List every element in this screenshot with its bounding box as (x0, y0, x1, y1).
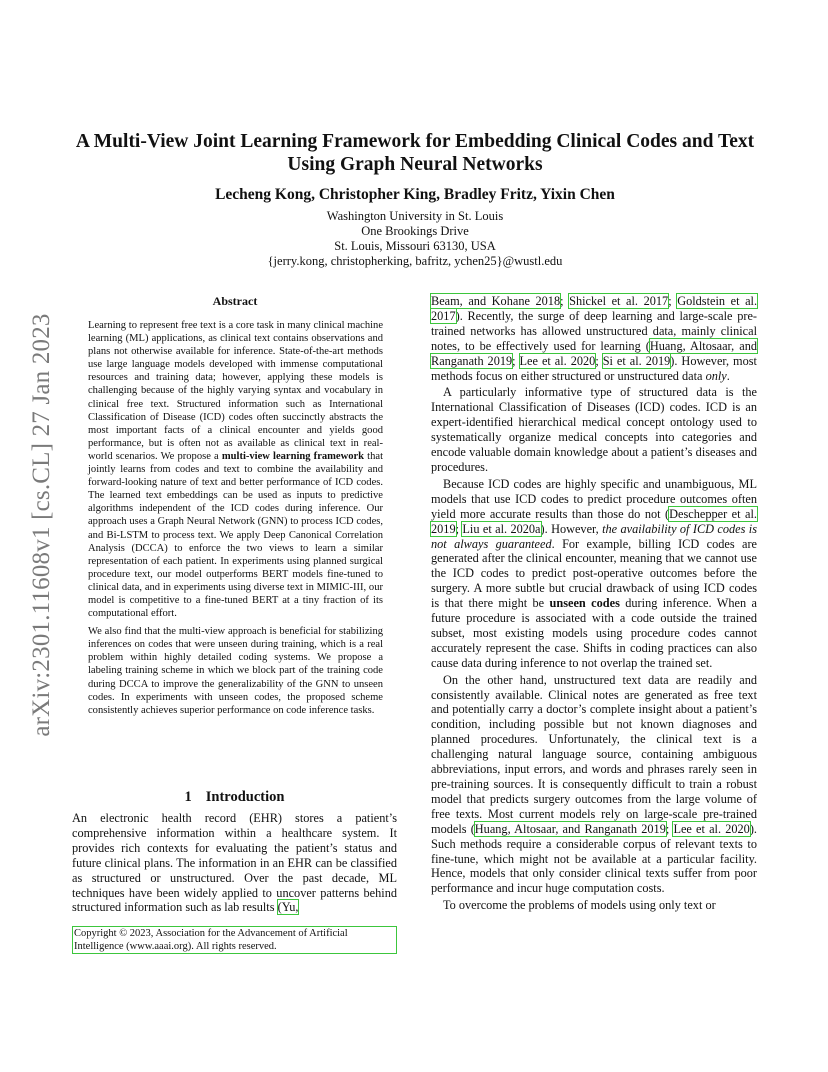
affiliation-email: {jerry.kong, christopherking, bafritz, ychen25}@wustl.edu (267, 254, 563, 268)
body-paragraph: To overcome the problems of models using only text or (443, 898, 716, 913)
section-title: Introduction (205, 789, 285, 805)
body-paragraph (431, 294, 757, 383)
body-text: during inference. When a future procedure is associated with a code outside the trained subset, most existing models using procedure codes cannot accurately represent the case. Shifts in coding practices can also cause data during inference to not overlap the trained set. (431, 596, 757, 670)
citation-link[interactable]: Shickel et al. 2017 (569, 294, 669, 308)
body-text: On the other hand, unstructured text data are readily and consistently available. Clinical notes are generated as free text and potentially carry a doctor’s complete insight about a patient’s condition, including possible but not known diagnoses and planned procedures. Unfortunately, the clinical text is a challenging natural language source, containing ambiguous abbreviations, input errors, and words and phrases rarely seen in pre-training sources. It is consequently difficult to train a robust model that predicts surgery outcomes from the large volume of free texts. Most current models rely on large-scale pre-trained models ( (431, 672, 757, 836)
right-column (431, 294, 757, 915)
separator: ; (455, 521, 463, 536)
italic-term: only (705, 368, 727, 383)
body-text: . (726, 368, 730, 383)
abstract-bold-term: multi-view learning framework (221, 450, 365, 462)
affiliation-block (60, 209, 770, 269)
separator: ; (668, 294, 678, 308)
affiliation-line: One Brookings Drive (361, 224, 469, 238)
abstract-text: Learning to represent free text is a core task in many clinical machine learning (ML) applications, as clinical text contains observations and plans not otherwise available for inference. State-of-the-art methods use large language models developed with immense computational resources and training data; however, applying these models is challenging because of the highly varying syntax and vocabulary in clinical free text. Structured information such as International Classification of Disease (ICD) codes often succinctly abstracts the most important facts of a clinical encounter and yields good performance, but is often not as available as clinical text in real-world scenarios. We propose a (88, 320, 383, 462)
section-number: 1 (184, 789, 192, 805)
abstract-paragraph (88, 319, 383, 620)
section-heading-introduction (72, 789, 397, 806)
separator: ; (595, 353, 603, 368)
italic-statement: the availability of ICD codes is not always guaranteed (431, 521, 757, 551)
affiliation-line: St. Louis, Missouri 63130, USA (334, 239, 496, 253)
separator: ; (512, 353, 520, 368)
body-text: ). Recently, the surge of deep learning and large-scale pre-trained networks has allowed unstructured data, mainly clinical notes, to be effectively used for learning ( (431, 308, 757, 353)
citation-link[interactable]: Lee et al. 2020 (673, 821, 750, 836)
copyright-footnote[interactable]: Copyright © 2023, Association for the Advancement of Artificial Intelligence (www.aaai.org). All rights reserved. (72, 926, 397, 954)
body-text: ). Such methods require a considerable corpus of relevant texts to fine-tune, which might not be available at a particular facility. Hence, models that only consider clinical texts suffer from poor performance and incur huge computation costs. (431, 821, 757, 896)
citation-link[interactable]: Liu et al. 2020a (462, 521, 541, 536)
citation-link[interactable]: Huang, Altosaar, and Ranganath 2019 (474, 821, 666, 836)
bold-term: unseen codes (549, 596, 620, 611)
citation-link[interactable]: Huang, Altosaar, and Ranganath 2019 (431, 338, 757, 368)
citation-link[interactable]: Goldstein et al. 2017 (431, 294, 758, 323)
intro-text: An electronic health record (EHR) stores a patient’s comprehensive information within a healthcare system. It provides rich contexts for evaluating the patient’s status and future clinical plans. The information in an EHR can be classified as structured or unstructured. Over the past decade, ML techniques have been widely applied to uncover patterns behind structured information such as lab results (72, 811, 397, 915)
citation-link[interactable]: Beam, and Kohane 2018 (431, 294, 561, 308)
separator: ; (560, 294, 570, 308)
paper-authors: Lecheng Kong, Christopher King, Bradley Fritz, Yixin Chen (215, 186, 615, 203)
paper-title: A Multi-View Joint Learning Framework for Embedding Clinical Codes and Text Using Graph Neural Networks (75, 131, 755, 175)
abstract-heading: Abstract (212, 294, 258, 308)
citation-link[interactable]: Lee et al. 2020 (519, 353, 596, 368)
arxiv-sidebar (22, 290, 62, 760)
body-text: Because ICD codes are highly specific and unambiguous, ML models that use ICD codes to predict procedure outcomes often yield more accurate results than those do not ( (431, 476, 757, 521)
body-text: ). However, (540, 521, 603, 536)
introduction-paragraph (72, 811, 397, 915)
abstract-text: that jointly learns from codes and text to combine the availability and forward-looking nature of text and better performance of ICD codes. The learned text embeddings can be used as inputs to predictive algorithms independent of the ICD codes during inference. Our approach uses a Graph Neural Network (GNN) to process ICD codes, and Bi-LSTM to process text. We apply Deep Canonical Correlation Analysis (DCCA) to enforce the two views to learn a similar representation of each patient. In experiments using planned surgical procedure text, our model outperforms BERT models fine-tuned to clinical data, and in experiments using diverse text in MIMIC-III, our model is competitive to a fine-tuned BERT at a tiny fraction of its computational effort. (88, 450, 384, 620)
body-text: ). However, most methods focus on either structured or unstructured data (431, 353, 757, 383)
body-paragraph (431, 673, 757, 897)
separator: ; (665, 821, 674, 836)
body-paragraph (431, 477, 757, 671)
citation-link[interactable]: Deschepper et al. 2019 (431, 506, 757, 536)
citation-link[interactable]: Si et al. 2019 (602, 353, 671, 368)
abstract-paragraph: We also find that the multi-view approach is beneficial for stabilizing inferences on codes that were unseen during training, which is a real problem within highly detailed coding systems. We propose a labeling training scheme in which we block part of the training code during DCCA to improve the generalizability of the GNN to unseen codes. In experiments with unseen codes, the proposed scheme consistently achieves superior performance on code inference tasks. (88, 626, 383, 716)
body-paragraph: A particularly informative type of structured data is the International Classification of Diseases (ICD) codes. ICD is an expert-identified hierarchical medical concept ontology used to systematically organize medical concepts into categories and encode valuable domain knowledge about a patient’s diseases and procedures. (431, 385, 757, 474)
abstract-body (88, 319, 383, 722)
citation-link[interactable]: (Yu, (277, 900, 299, 915)
affiliation-line: Washington University in St. Louis (326, 209, 504, 223)
arxiv-identifier: arXiv:2301.11608v1 [cs.CL] 27 Jan 2023 (28, 313, 55, 737)
body-text: . For example, billing ICD codes are generated after the clinical encounter, meaning that we cannot use the ICD codes to predict post-operative outcomes before the surgery. A more subtle but crucial drawback of using ICD codes is that there might be (431, 536, 757, 611)
